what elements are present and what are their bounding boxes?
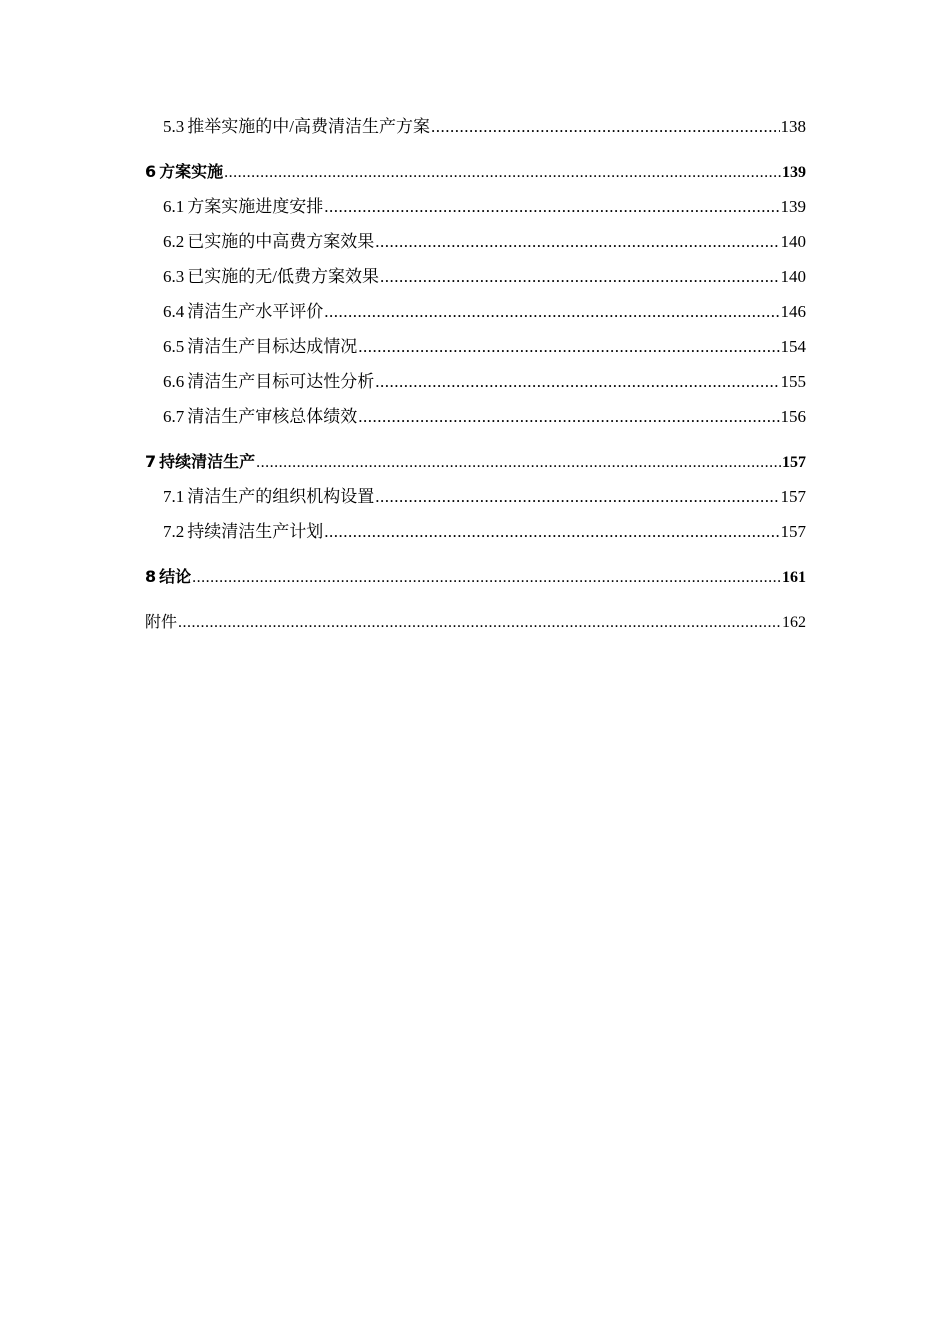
toc-entry-title: 8 结论 [145, 567, 192, 586]
toc-entry-title: 附件 [145, 612, 178, 631]
dot-leader [178, 609, 781, 637]
toc-entry-8[interactable] [145, 563, 806, 598]
toc-entry-title: 6.6 清洁生产目标可达性分析 [163, 372, 375, 391]
toc-entry-7[interactable] [145, 448, 806, 483]
dot-leader [380, 263, 780, 291]
toc-entry-title: 6.2 已实施的中高费方案效果 [163, 232, 375, 251]
toc-page-number: 157 [780, 522, 806, 541]
toc-entry-title: 6.3 已实施的无/低费方案效果 [163, 267, 379, 286]
dot-leader [224, 159, 781, 187]
toc-page-number: 155 [780, 372, 806, 391]
toc-entry-5-3[interactable] [145, 113, 806, 148]
toc-entry-6-2[interactable] [145, 228, 806, 263]
dot-leader [324, 518, 779, 546]
toc-entry-7-1[interactable] [145, 483, 806, 518]
toc-page-number: 157 [780, 487, 806, 506]
toc-entry-6-6[interactable] [145, 368, 806, 403]
toc-entry-6[interactable] [145, 158, 806, 193]
toc-entry-6-3[interactable] [145, 263, 806, 298]
dot-leader [358, 333, 779, 361]
dot-leader [375, 228, 779, 256]
toc-entry-title: 6.1 方案实施进度安排 [163, 197, 324, 216]
toc-entry-title: 7.2 持续清洁生产计划 [163, 522, 324, 541]
toc-entry-appendix[interactable] [145, 608, 806, 643]
dot-leader [324, 298, 779, 326]
toc-entry-title: 5.3 推举实施的中/高费清洁生产方案 [163, 117, 430, 136]
toc-page-number: 157 [782, 454, 806, 471]
dot-leader [431, 113, 780, 141]
toc-entry-title: 6 方案实施 [145, 162, 224, 181]
dot-leader [358, 403, 779, 431]
toc-entry-title: 6.4 清洁生产水平评价 [163, 302, 324, 321]
dot-leader [256, 449, 781, 477]
toc-page-number: 156 [780, 407, 806, 426]
toc-page-number: 140 [780, 267, 806, 286]
toc-page-number: 139 [780, 197, 806, 216]
toc-entry-6-1[interactable] [145, 193, 806, 228]
toc-page-number: 154 [780, 337, 806, 356]
toc-page-number: 140 [780, 232, 806, 251]
toc-entry-6-7[interactable] [145, 403, 806, 438]
table-of-contents [145, 113, 806, 643]
toc-entry-6-5[interactable] [145, 333, 806, 368]
toc-entry-6-4[interactable] [145, 298, 806, 333]
toc-page-number: 139 [782, 164, 806, 181]
toc-entry-title: 7 持续清洁生产 [145, 452, 256, 471]
toc-page-number: 146 [780, 302, 806, 321]
toc-page-number: 162 [782, 614, 806, 631]
toc-entry-7-2[interactable] [145, 518, 806, 553]
toc-entry-title: 6.5 清洁生产目标达成情况 [163, 337, 358, 356]
dot-leader [192, 564, 781, 592]
toc-entry-title: 7.1 清洁生产的组织机构设置 [163, 487, 375, 506]
toc-page-number: 138 [780, 117, 806, 136]
toc-entry-title: 6.7 清洁生产审核总体绩效 [163, 407, 358, 426]
dot-leader [375, 368, 779, 396]
dot-leader [375, 483, 779, 511]
toc-page-number: 161 [782, 569, 806, 586]
dot-leader [324, 193, 779, 221]
